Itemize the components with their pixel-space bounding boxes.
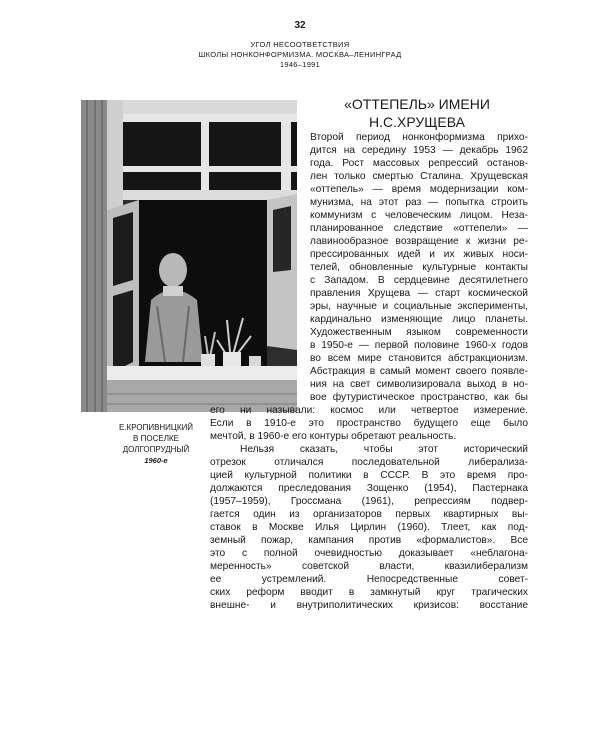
caption-line: В ПОСЕЛКЕ: [133, 434, 179, 443]
body-line: дится на середину 1953 — декабрь 1962: [310, 145, 528, 156]
body-line: ее устремлений. Непосредственные совет-: [210, 574, 528, 585]
body-line: его ни называли: космос или четвертое измерение.: [210, 405, 528, 416]
body-line: года. Рост массовых репрессий останов-: [310, 158, 528, 169]
body-line: с Западом. В сердцевине десятилетнего: [310, 275, 528, 286]
body-line: мечтой, в 1960-е его контуры обретают реальность.: [210, 431, 457, 442]
running-head-line: ШКОЛЫ НОНКОНФОРМИЗМА. МОСКВА–ЛЕНИНГРАД: [198, 50, 402, 59]
body-line: лавинообразное возвращение к жизни ре-: [310, 236, 528, 247]
section-title-line: Н.С.ХРУЩЕВА: [369, 114, 465, 130]
running-head-line: УГОЛ НЕСООТВЕТСТВИЯ: [250, 40, 350, 49]
section-title: [312, 95, 522, 131]
body-line: телей, обновленные культурные контакты: [310, 262, 528, 273]
body-line: земный пожар, кампания против «формалистов». Все: [210, 535, 528, 546]
running-head-line: 1946–1991: [279, 60, 321, 69]
body-line: Второй период нонконформизма прихо-: [310, 132, 528, 143]
body-line: планированное следствие «оттепели» —: [310, 223, 528, 234]
photo-man-at-window: [81, 100, 297, 412]
caption-year: 1960-е: [144, 456, 168, 465]
body-line: внешне- и внутриполитических кризисов: восстание: [210, 600, 528, 611]
body-line: отрезок отличался последовательной либерализа-: [210, 457, 528, 468]
caption-line: Е.КРОПИВНИЦКИЙ: [118, 423, 194, 432]
body-line: Художественным языком современности: [310, 327, 528, 338]
section-title-line: «ОТТЕПЕЛЬ» ИМЕНИ: [344, 96, 490, 112]
page-number: 32: [294, 20, 306, 31]
body-line: меренность» советской власти, квазилиберализм: [210, 561, 528, 572]
body-line: «оттепель» — время модернизации ком-: [310, 184, 528, 195]
body-line: должаются преследования Зощенко (1954), Пастернака: [210, 483, 528, 494]
body-line: во всем мире становится абстракционизм.: [310, 353, 528, 364]
running-head: [0, 40, 600, 70]
body-line: прессированных идей и их живых носи-: [310, 249, 528, 260]
body-line: цией культурной политики в СССР. В это время про-: [210, 470, 528, 481]
body-line: вое футуристическое пространство, как бы: [310, 392, 528, 403]
body-line: мунизма, на этот раз — попытка строить: [310, 197, 528, 208]
body-line: Если в 1910-е это пространство будущего еще было: [210, 418, 528, 429]
body-line: правления Хрущева — старт космической: [310, 288, 528, 299]
body-line: кардинально изменяющие лицо планеты.: [310, 314, 528, 325]
body-line: ставок в Москве Илья Цирлин (1960). Тлеет, как под-: [210, 522, 528, 533]
photo-caption: [100, 422, 212, 466]
body-line: ния на свет символизировала выход в но-: [310, 379, 528, 390]
body-line: эры, научные и социальные эксперименты,: [310, 301, 528, 312]
body-line: (1957–1959), Гроссмана (1961), репрессиям подвер-: [210, 496, 528, 507]
body-line: гается один из организаторов первых квартирных вы-: [210, 509, 528, 520]
caption-line: ДОЛГОПРУДНЫЙ: [122, 445, 190, 454]
body-line: коммунизм с человеческим лицом. Неза-: [310, 210, 528, 221]
body-line: Нельзя сказать, чтобы этот исторический: [240, 444, 528, 455]
body-line: лен только смертью Сталина. Хрущевская: [310, 171, 528, 182]
body-line: Абстракция в самый момент своего появле-: [310, 366, 528, 377]
body-line: в 1950-е — первой половине 1960-х годов: [310, 340, 528, 351]
body-line: ских реформ вводит в замкнутый круг трагических: [210, 587, 528, 598]
body-line: это с полной очевидностью доказывает «неблагона-: [210, 548, 528, 559]
